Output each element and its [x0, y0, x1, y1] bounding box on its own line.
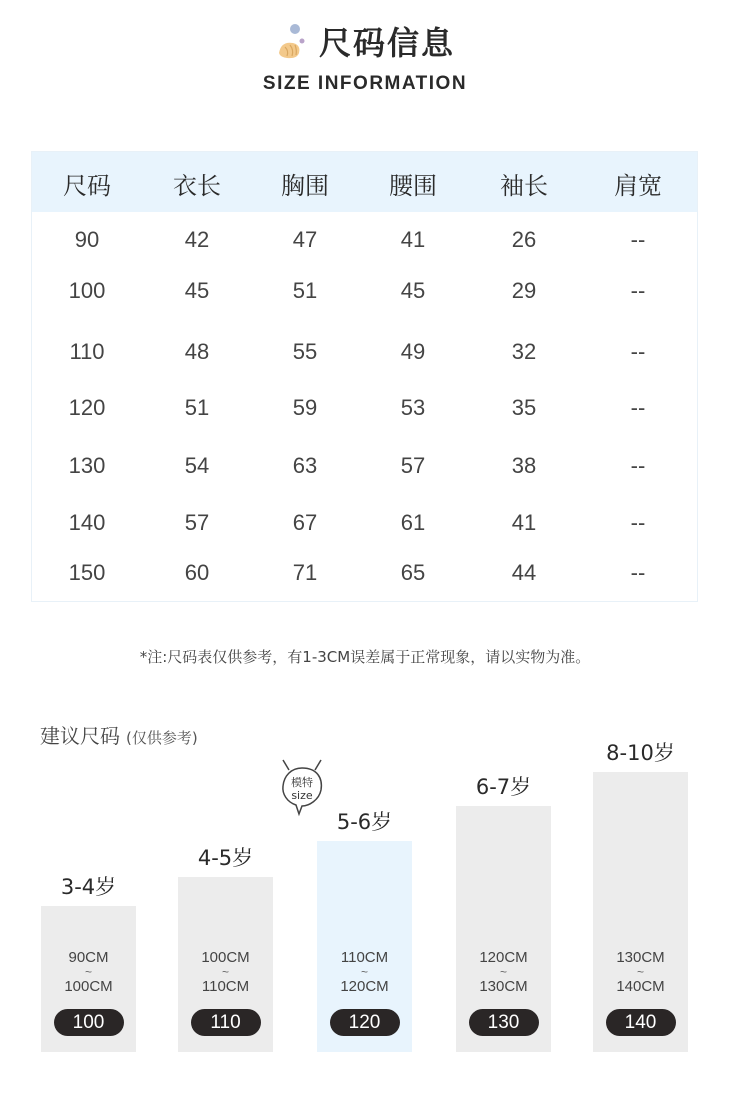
table-cell: 130 — [68, 453, 106, 478]
seashell-icon — [275, 21, 311, 61]
table-cell: 60 — [184, 560, 210, 585]
card-age-label: 8-10岁 — [606, 741, 675, 765]
table-cell: 57 — [184, 510, 210, 535]
table-cell: -- — [630, 227, 646, 252]
card-height-range — [178, 948, 273, 996]
table-cell: 150 — [68, 560, 106, 585]
recommend-title — [40, 720, 198, 749]
column-header: 衣长 — [173, 172, 221, 200]
table-cell: -- — [630, 560, 646, 585]
column-header: 胸围 — [281, 172, 329, 200]
size-card — [593, 741, 688, 1052]
table-cell: 51 — [292, 278, 318, 303]
size-note: *注:尺码表仅供参考，有1-3CM误差属于正常现象，请以实物为准。 — [139, 648, 591, 666]
range-separator: ~ — [636, 965, 644, 979]
page-header — [0, 18, 730, 65]
table-cell: 32 — [511, 339, 537, 364]
size-card — [41, 875, 136, 1052]
table-cell: 41 — [511, 510, 537, 535]
size-card — [317, 810, 412, 1052]
size-pill: 100 — [54, 1009, 124, 1036]
page-title: 尺码信息 — [318, 24, 455, 62]
table-cell: 57 — [400, 453, 426, 478]
range-separator: ~ — [84, 965, 92, 979]
size-table — [31, 151, 698, 602]
table-cell: -- — [630, 339, 646, 364]
model-size-badge-icon — [277, 754, 327, 818]
table-cell: 65 — [400, 560, 426, 585]
card-height-range — [593, 948, 688, 996]
column-header: 肩宽 — [614, 172, 662, 200]
table-cell: 110 — [69, 339, 105, 364]
range-separator: ~ — [221, 965, 229, 979]
range-bottom: 120CM — [340, 978, 389, 995]
table-cell: 29 — [511, 278, 537, 303]
table-cell: 54 — [184, 453, 210, 478]
table-cell: 71 — [292, 560, 318, 585]
table-cell: 53 — [400, 395, 426, 420]
size-pill: 140 — [606, 1009, 676, 1036]
table-cell: 63 — [292, 453, 318, 478]
page-subtitle: SIZE INFORMATION — [262, 73, 468, 94]
table-cell: 35 — [511, 395, 537, 420]
table-cell: -- — [630, 395, 646, 420]
table-cell: 45 — [184, 278, 210, 303]
size-pill: 130 — [469, 1009, 539, 1036]
table-cell: 100 — [68, 278, 106, 303]
table-cell: -- — [630, 453, 646, 478]
table-cell: 61 — [400, 510, 426, 535]
table-cell: -- — [630, 278, 646, 303]
card-age-label: 3-4岁 — [60, 875, 117, 899]
card-age-label: 6-7岁 — [475, 775, 532, 799]
range-bottom: 110CM — [201, 978, 250, 995]
range-top: 90CM — [68, 949, 109, 966]
column-header: 腰围 — [389, 172, 437, 200]
table-cell: 47 — [292, 227, 318, 252]
range-separator: ~ — [360, 965, 368, 979]
table-cell: 67 — [292, 510, 318, 535]
table-cell: 49 — [400, 339, 426, 364]
table-cell: 51 — [184, 395, 210, 420]
range-top: 120CM — [479, 949, 528, 966]
card-height-range — [41, 948, 136, 996]
size-card — [178, 846, 273, 1052]
table-cell: 45 — [400, 278, 426, 303]
table-cell: 48 — [184, 339, 210, 364]
card-height-range — [456, 948, 551, 996]
table-header — [32, 152, 697, 212]
model-badge-line1: 模特 — [291, 776, 313, 789]
model-badge-line2: size — [291, 789, 313, 802]
table-cell: 59 — [292, 395, 318, 420]
table-cell: -- — [630, 510, 646, 535]
card-age-label: 5-6岁 — [336, 810, 393, 834]
table-cell: 42 — [184, 227, 210, 252]
range-top: 100CM — [201, 949, 250, 966]
table-cell: 55 — [292, 339, 318, 364]
table-cell: 120 — [68, 395, 106, 420]
column-header: 尺码 — [63, 172, 111, 200]
range-bottom: 100CM — [64, 978, 113, 995]
table-cell: 26 — [511, 227, 537, 252]
range-bottom: 130CM — [479, 978, 528, 995]
column-header: 袖长 — [500, 172, 548, 200]
size-pill: 120 — [330, 1009, 400, 1036]
range-top: 110CM — [340, 949, 389, 966]
table-cell: 38 — [511, 453, 537, 478]
table-cell: 90 — [74, 227, 100, 252]
recommend-heading: 建议尺码 — [40, 724, 120, 748]
range-bottom: 140CM — [616, 978, 665, 995]
range-top: 130CM — [616, 949, 665, 966]
table-cell: 44 — [511, 560, 537, 585]
size-card — [456, 775, 551, 1052]
table-cell: 41 — [400, 227, 426, 252]
range-separator: ~ — [499, 965, 507, 979]
card-age-label: 4-5岁 — [197, 846, 254, 870]
recommend-subtitle: (仅供参考) — [126, 729, 198, 747]
card-height-range — [317, 948, 412, 996]
size-pill: 110 — [191, 1009, 261, 1036]
table-cell: 140 — [68, 510, 106, 535]
